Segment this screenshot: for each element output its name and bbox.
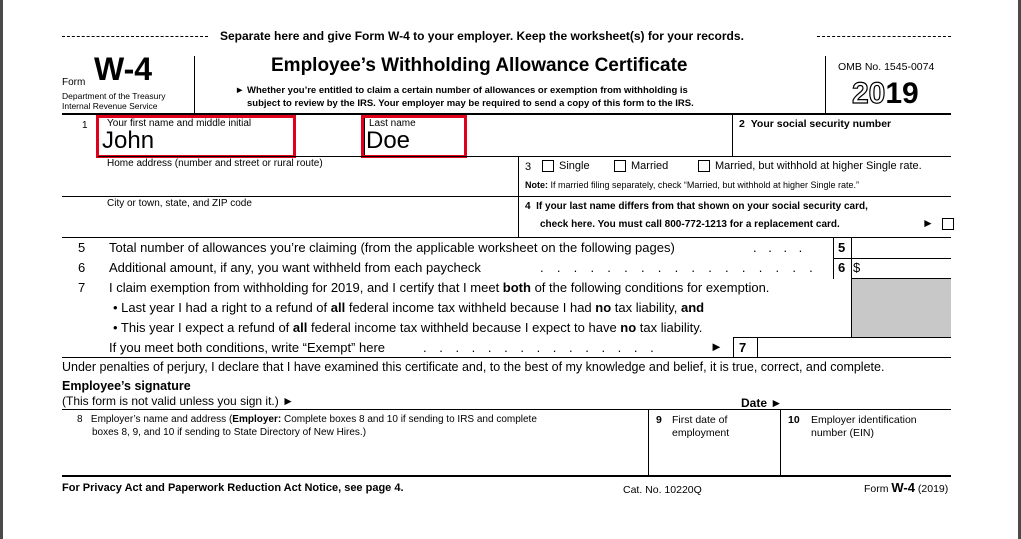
line7-shaded-area — [852, 279, 951, 338]
last-name-value: Doe — [366, 127, 411, 154]
bullet2-pre: • This year I expect a refund of — [113, 320, 293, 335]
line10-divider — [780, 410, 781, 475]
footer-form-number: W-4 — [891, 480, 915, 495]
header-divider-left — [194, 56, 195, 113]
city-label: City or town, state, and ZIP code — [107, 198, 252, 209]
form-number: W-4 — [94, 51, 153, 87]
line7-arrow: ► — [710, 339, 723, 354]
separator-dash-left — [62, 36, 208, 37]
line7-box-left — [733, 337, 734, 358]
line3-note-bold: Note: — [525, 180, 548, 190]
line7-bullet2 — [113, 320, 702, 335]
line3-divider — [518, 157, 519, 237]
ssn-label — [739, 118, 891, 130]
first-name-value: John — [102, 127, 155, 154]
line5-amount-field[interactable] — [852, 239, 950, 258]
lines-bottom-rule — [62, 357, 951, 358]
line8-num: 8 — [77, 414, 83, 425]
married-checkbox[interactable] — [614, 160, 626, 172]
line9-num: 9 — [656, 414, 662, 426]
line9-label2: employment — [672, 427, 730, 439]
line1-bottom-rule — [98, 156, 951, 157]
signature-bottom-rule — [62, 409, 951, 410]
employer-bottom-rule — [62, 475, 951, 477]
bullet1-mid: federal income tax withheld because I had — [345, 300, 596, 315]
single-checkbox[interactable] — [542, 160, 554, 172]
line7-box-num: 7 — [739, 340, 747, 355]
line7-num: 7 — [78, 280, 86, 295]
bullet2-mid: federal income tax withheld because I expect to have — [307, 320, 621, 335]
last-name-highlight — [361, 115, 467, 158]
privacy-notice: For Privacy Act and Paperwork Reduction Act Notice, see page 4. — [62, 482, 404, 494]
name-differs-checkbox[interactable] — [942, 218, 954, 230]
ssn-num: 2 — [739, 118, 745, 130]
line8-text-bold: Employer: — [232, 414, 282, 425]
line10-label1: Employer identification — [811, 414, 917, 426]
married-higher-checkbox[interactable] — [698, 160, 710, 172]
line7-text-post: of the following conditions for exemption. — [530, 280, 770, 295]
form-title: Employee’s Withholding Allowance Certificate — [271, 55, 688, 76]
form-word: Form — [62, 77, 86, 88]
single-label: Single — [559, 160, 590, 172]
subtitle-line1: ► Whether you’re entitled to claim a certain number of allowances or exemption from withholding is — [235, 85, 688, 96]
signature-field[interactable] — [320, 390, 720, 408]
cat-number: Cat. No. 10220Q — [623, 484, 702, 496]
line6-box-num: 6 — [838, 260, 846, 275]
line3-num: 3 — [525, 161, 532, 173]
omb-number: OMB No. 1545-0074 — [838, 61, 935, 73]
line8-text-post: Complete boxes 8 and 10 if sending to IRS and complete — [281, 414, 537, 425]
bullet2-post: tax liability. — [636, 320, 703, 335]
line6-amount-field[interactable] — [862, 259, 950, 278]
line4-arrow: ► — [922, 216, 934, 230]
line6-text: Additional amount, if any, you want withheld from each paycheck — [109, 260, 481, 275]
bullet1-bold1: all — [330, 300, 346, 315]
signature-note: (This form is not valid unless you sign it.) ► — [62, 394, 294, 408]
tax-year-suffix: 19 — [885, 77, 919, 110]
line8-line1 — [77, 414, 537, 425]
line8-line2: boxes 8, 9, and 10 if sending to State Directory of New Hires.) — [92, 427, 367, 438]
date-field[interactable] — [792, 392, 950, 409]
line4-line1 — [525, 201, 868, 212]
bullet2-bold1: all — [292, 320, 308, 335]
bullet1-mid2: tax liability, — [611, 300, 681, 315]
married-higher-label: Married, but withhold at higher Single rate. — [715, 160, 922, 172]
bullet2-bold2: no — [620, 320, 637, 335]
line3-note — [525, 180, 859, 190]
line5-dots: . . . . — [753, 240, 807, 255]
line7-exempt-text: If you meet both conditions, write “Exempt” here — [109, 340, 386, 355]
page-edge-left — [0, 0, 3, 539]
line7-text-pre: I claim exemption from withholding for 2019, and I certify that I meet — [109, 280, 503, 295]
dept-line2: Internal Revenue Service — [62, 101, 158, 111]
dept-line1: Department of the Treasury — [62, 91, 166, 101]
ssn-label-text: Your social security number — [750, 118, 892, 130]
first-name-label: Your first name and middle initial — [107, 118, 252, 129]
line8-text-pre: Employer’s name and address ( — [90, 414, 233, 425]
married-label: Married — [631, 160, 669, 172]
ssn-divider — [732, 114, 733, 157]
exempt-field[interactable] — [758, 338, 950, 357]
line9-label1: First date of — [672, 414, 728, 426]
footer-form-word: Form — [864, 483, 889, 495]
footer-form-id — [864, 480, 948, 495]
date-label: Date ► — [741, 396, 783, 410]
line5-num: 5 — [78, 240, 86, 255]
subtitle-line2: subject to review by the IRS. Your employer may be required to send a copy of this form to the IRS. — [247, 98, 694, 109]
line6-dollar: $ — [853, 260, 861, 275]
line10-num: 10 — [788, 414, 800, 426]
footer-form-year: (2019) — [917, 483, 949, 495]
top-section-bottom-rule — [62, 237, 951, 238]
signature-label: Employee’s signature — [62, 379, 191, 393]
last-name-label: Last name — [369, 118, 416, 129]
bullet1-bold2: no — [595, 300, 612, 315]
line4-text2: check here. You must call 800-772-1213 for a replacement card. — [540, 219, 840, 230]
line4-num: 4 — [525, 201, 531, 212]
tax-year-prefix: 20 — [852, 77, 886, 110]
shaded-left-rule — [851, 279, 852, 338]
perjury-statement: Under penalties of perjury, I declare that I have examined this certificate and, to the best of my knowledge and belief, it is true, correct, and complete. — [62, 360, 885, 374]
line7-bullet1 — [113, 300, 704, 315]
separator-text: Separate here and give Form W-4 to your employer. Keep the worksheet(s) for your records. — [220, 29, 744, 43]
line7-text-bold: both — [502, 280, 531, 295]
line9-divider — [648, 410, 649, 475]
line7-text — [109, 280, 769, 295]
line6-dots: . . . . . . . . . . . . . . . . . — [540, 260, 818, 275]
line7-exempt-dots: . . . . . . . . . . . . . . . — [423, 340, 659, 355]
line5-text: Total number of allowances you’re claiming (from the applicable worksheet on the following pages) — [109, 240, 675, 255]
address-bottom-rule — [62, 196, 951, 197]
bullet1-pre: • Last year I had a right to a refund of — [113, 300, 331, 315]
line3-note-text: If married filing separately, check “Married, but withhold at higher Single rate.” — [550, 180, 859, 190]
line6-num: 6 — [78, 260, 86, 275]
tax-year — [852, 78, 919, 110]
home-address-label: Home address (number and street or rural route) — [107, 158, 323, 169]
line4-text1: If your last name differs from that shown on your social security card, — [536, 201, 868, 212]
first-name-highlight — [96, 115, 296, 158]
bullet1-bold3: and — [681, 300, 705, 315]
line5-box-num: 5 — [838, 240, 846, 255]
header-divider-right — [825, 56, 826, 113]
line1-num: 1 — [82, 120, 88, 131]
line10-label2: number (EIN) — [811, 427, 875, 439]
separator-dash-right — [817, 36, 951, 37]
